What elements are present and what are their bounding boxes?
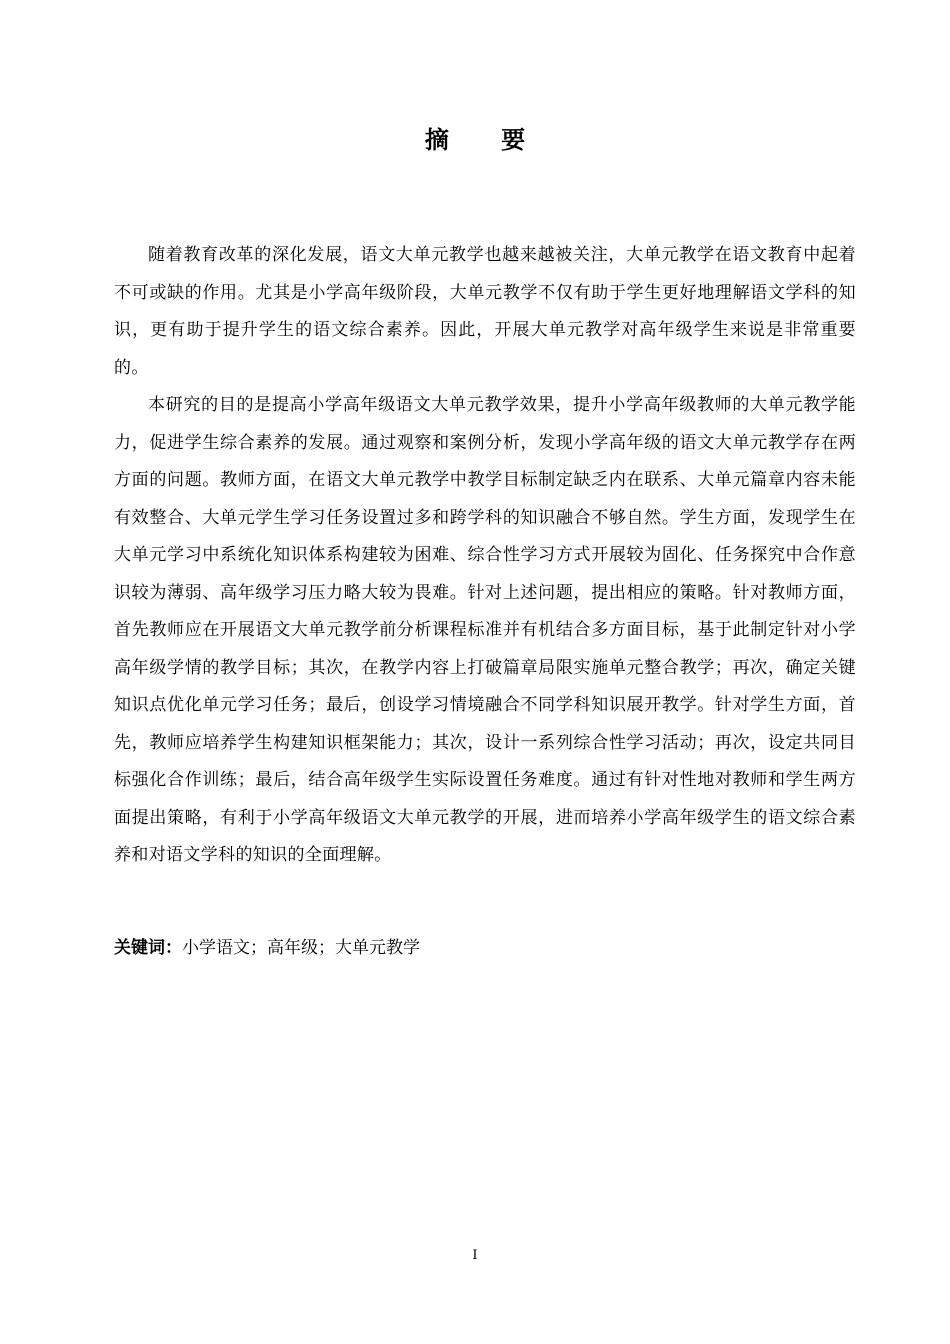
abstract-paragraph-1: 随着教育改革的深化发展，语文大单元教学也越来越被关注，大单元教学在语文教育中起着不可或缺的作用。尤其是小学高年级阶段，大单元教学不仅有助于学生更好地理解语文学科的知识，更有助于提升学生的语文综合素养。因此，开展大单元教学对高年级学生来说是非常重要的。 xyxy=(114,245,856,378)
abstract-paragraph-2: 本研究的目的是提高小学高年级语文大单元教学效果，提升小学高年级教师的大单元教学能力，促进学生综合素养的发展。通过观察和案例分析，发现小学高年级的语文大单元教学存在两方面的问题。教师方面，在语文大单元教学中教学目标制定缺乏内在联系、大单元篇章内容未能有效整合、大单元学生学习任务设置过多和跨学科的知识融合不够自然。学生方面，发现学生在大单元学习中系统化知识体系构建较为困难、综合性学习方式开展较为固化、任务探究中合作意识较为薄弱、高年级学习压力略大较为畏难。针对上述问题，提出相应的策略。针对教师方面，首先教师应在开展语文大单元教学前分析课程标准并有机结合多方面目标，基于此制定针对小学高年级学情的教学目标；其次，在教学内容上打破篇章局限实施单元整合教学；再次，确定关键知识点优化单元学习任务；最后，创设学习情境融合不同学科知识展开教学。针对学生方面，首先，教师应培养学生构建知识框架能力；其次，设计一系列综合性学习活动；再次，设定共同目标强化合作训练；最后，结合高年级学生实际设置任务难度。通过有针对性地对教师和学生两方面提出策略，有利于小学高年级语文大单元教学的开展，进而培养小学高年级学生的语文综合素养和对语文学科的知识的全面理解。 xyxy=(114,395,856,865)
abstract-body xyxy=(114,237,856,875)
keywords-label: 关键词： xyxy=(114,938,182,958)
keywords-value: 小学语文；高年级；大单元教学 xyxy=(182,938,420,958)
page-number: I xyxy=(472,1248,478,1263)
page-title: 摘 要 xyxy=(424,125,548,154)
keywords-line xyxy=(114,930,856,967)
